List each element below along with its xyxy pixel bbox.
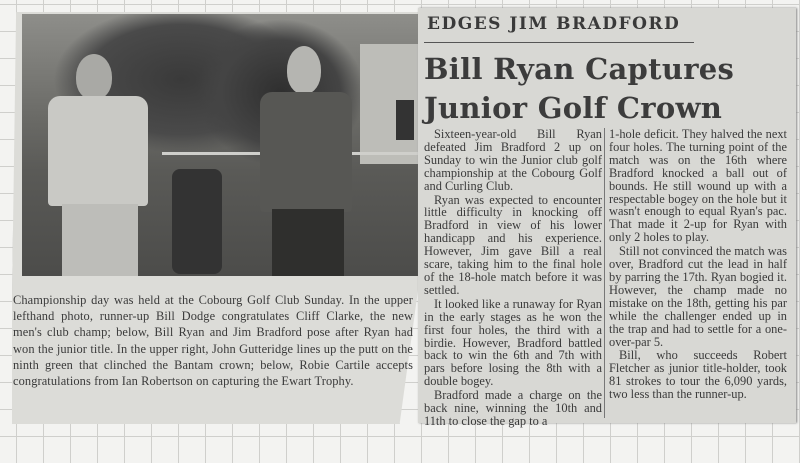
paragraph: It looked like a runaway for Ryan in the early stages as he won the first four holes, the third with a birdie. However, Bradford battled back to win the 6th and 7th with pars before losing the 8th with a double bogey.: [424, 296, 602, 389]
paragraph: Bradford made a charge on the back nine, winning the 10th and 11th to close the gap to a: [424, 388, 602, 428]
paragraph: Sixteen-year-old Bill Ryan defeated Jim Bradford 2 up on Sunday to win the Junior club golf championship at the Cobourg Golf and Curling Club.: [424, 127, 602, 193]
golfers-photo: [22, 14, 420, 276]
kicker: EDGES JIM BRADFORD: [427, 14, 681, 34]
divider: [424, 42, 694, 43]
headline: Bill Ryan Captures Junior Golf Crown: [424, 52, 735, 125]
building: [360, 44, 420, 164]
paragraph: Bill, who succeeds Robert Fletcher as junior title-holder, took 81 strokes to tour the 6,090 yards, two less than the runner-up.: [609, 348, 787, 402]
golfer-ryan: [242, 34, 367, 276]
paragraph: Still not convinced the match was over, Bradford cut the lead in half by parring the 17th. Ryan bogied it. However, the champ made no mistake on the 18th, getting his par while the challenger ended up in the trap and had to settle for a one-over-par 5.: [609, 244, 787, 349]
article-column-1: [424, 128, 602, 429]
column-divider: [604, 128, 605, 418]
paragraph: Ryan was expected to encounter little difficulty in knocking off Bradford in view of his lower handicapp and his experience. However, Jim gave Bill a real scare, taking him to the final hole of the 18-hole match before it was settled.: [424, 192, 602, 297]
paragraph: 1-hole deficit. They halved the next four holes. The turning point of the match was on the 16th where Bradford knocked a ball out of bounds. He still wound up with a respectable bogey on the hole but it wasn't enough to equal Ryan's pac. That made it 2-up for Ryan with only 2 holes to play.: [609, 127, 787, 245]
golf-bag: [172, 169, 222, 274]
door: [396, 100, 414, 140]
golfer-bradford: [36, 44, 156, 276]
photo-caption: Championship day was held at the Cobourg Golf Club Sunday. In the upper lefthand photo, runner-up Bill Dodge congratulates Cliff Clarke, the new men's club champ; below, Bill Ryan and Jim Bradford pose after Ryan had won the junior title. In the upper right, John Gutteridge lines up the putt on the ninth green that clinched the Bantam crown; below, Robie Cartile accepts congratulations from Ian Robertson on capturing the Ewart Trophy.: [13, 293, 413, 389]
article-column-2: [609, 128, 787, 402]
